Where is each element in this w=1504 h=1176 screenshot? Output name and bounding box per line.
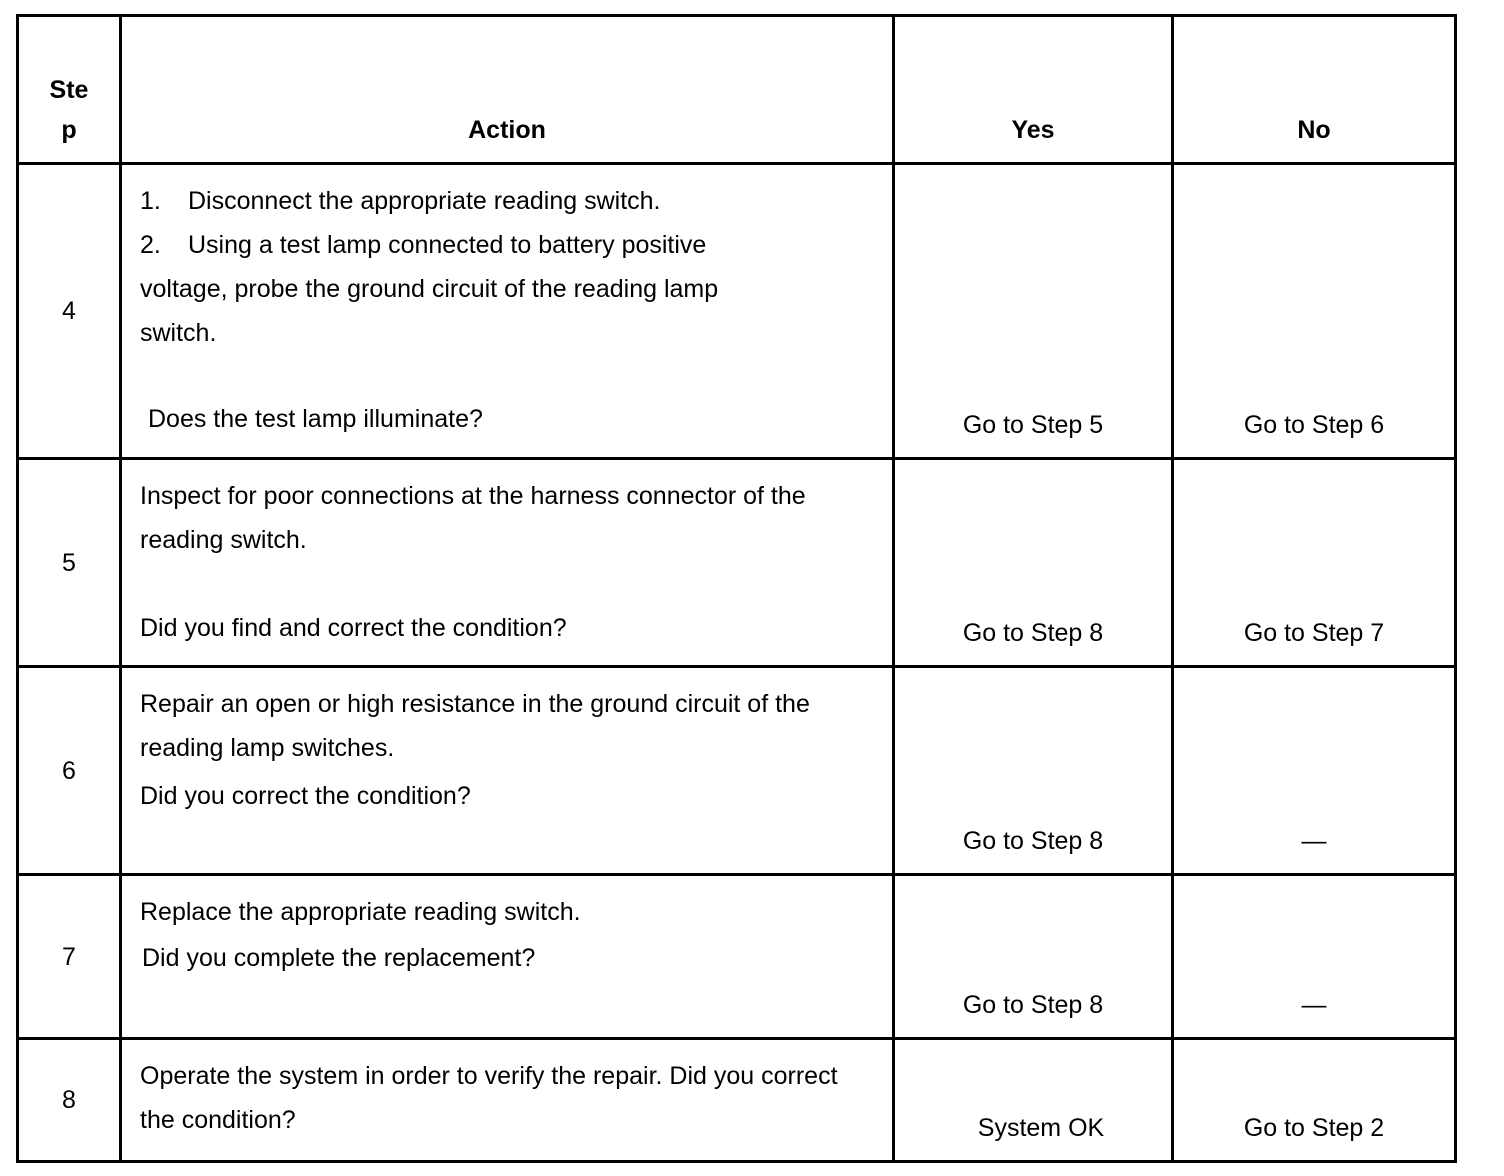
action-column-header: Action (121, 16, 894, 164)
no-result: Go to Step 7 (1173, 459, 1456, 667)
action-cell (121, 875, 894, 1039)
table-row (18, 875, 1456, 1039)
yes-column-header: Yes (894, 16, 1173, 164)
dash-mark: — (1301, 991, 1327, 1019)
no-result (1173, 667, 1456, 875)
step-number: 5 (18, 459, 121, 667)
action-question: Did you correct the condition? (140, 782, 471, 810)
yes-result: Go to Step 8 (894, 875, 1173, 1039)
dash-mark: — (1301, 827, 1327, 855)
action-text: Repair an open or high resistance in the ground circuit of the reading lamp switches. (140, 690, 817, 762)
table-row (18, 459, 1456, 667)
action-cell (121, 459, 894, 667)
table-row (18, 1039, 1456, 1162)
table-row (18, 164, 1456, 459)
action-text: Replace the appropriate reading switch. (140, 898, 581, 926)
yes-result: Go to Step 8 (894, 459, 1173, 667)
action-question: Did you complete the replacement? (142, 944, 536, 972)
action-cell (121, 164, 894, 459)
action-item: 2. Using a test lamp connected to battery positive voltage, probe the ground circuit of the reading lamp switch. (140, 231, 726, 347)
diagnostic-table (16, 14, 1457, 1163)
step-number: 7 (18, 875, 121, 1039)
no-result: Go to Step 6 (1173, 164, 1456, 459)
step-column-header: Step (18, 16, 121, 164)
yes-result: Go to Step 5 (894, 164, 1173, 459)
table-header-row (18, 16, 1456, 164)
step-number: 8 (18, 1039, 121, 1162)
action-cell (121, 667, 894, 875)
action-question: Does the test lamp illuminate? (148, 405, 483, 433)
table-row (18, 667, 1456, 875)
step-number: 6 (18, 667, 121, 875)
no-column-header: No (1173, 16, 1456, 164)
yes-result: Go to Step 8 (894, 667, 1173, 875)
no-result (1173, 875, 1456, 1039)
step-number: 4 (18, 164, 121, 459)
action-item: 1. Disconnect the appropriate reading switch. (140, 187, 661, 215)
action-cell (121, 1039, 894, 1162)
action-question: Did you find and correct the condition? (140, 614, 567, 642)
yes-result: System OK (894, 1039, 1173, 1162)
no-result: Go to Step 2 (1173, 1039, 1456, 1162)
action-text: Inspect for poor connections at the harness connector of the reading switch. (140, 482, 813, 554)
action-text: Operate the system in order to verify the repair. Did you correct the condition? (140, 1062, 845, 1134)
